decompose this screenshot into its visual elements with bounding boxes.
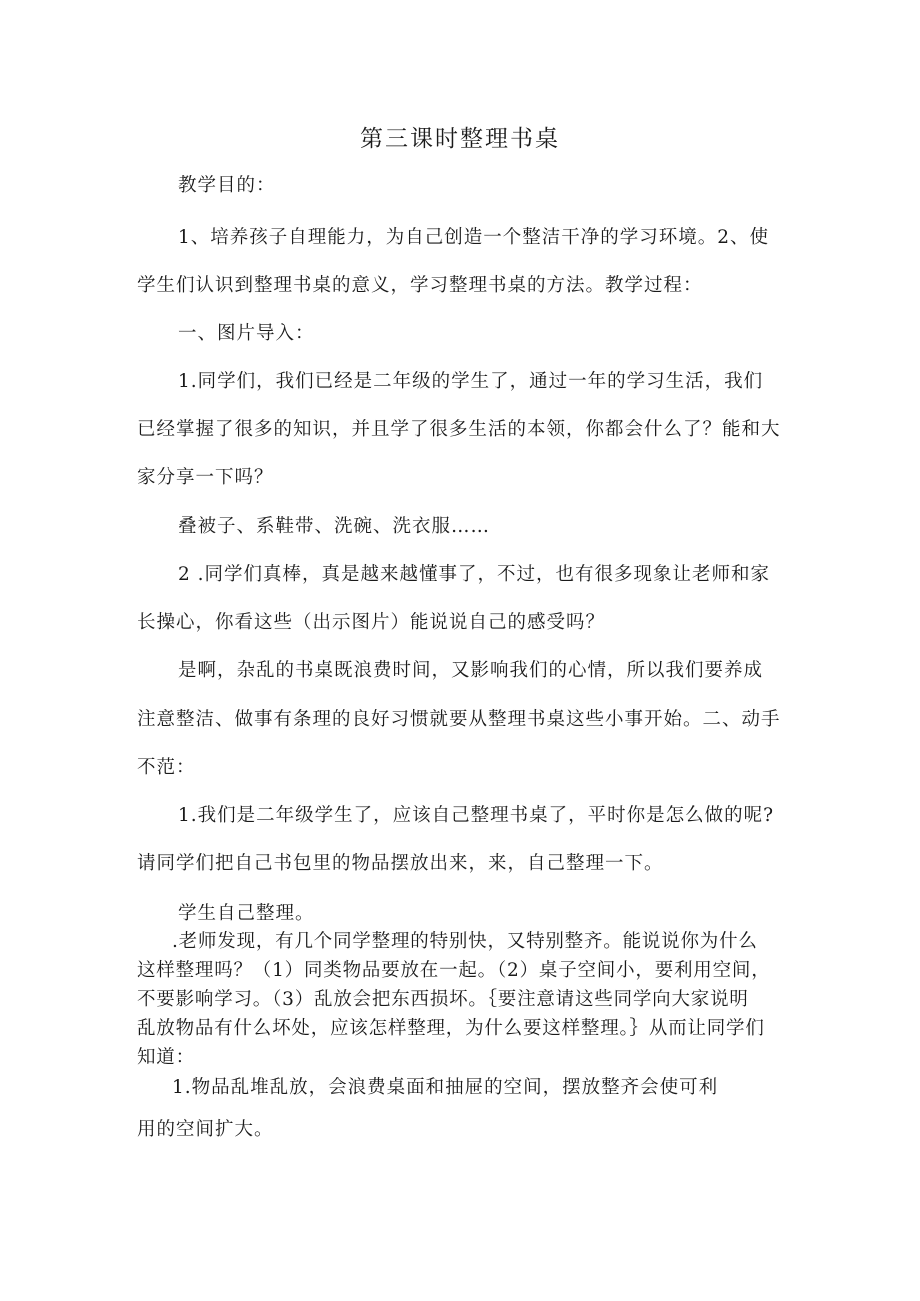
paragraph-line: 请同学们把自己书包里的物品摆放出来，来，自己整理一下。 xyxy=(137,853,664,874)
paragraph-line: 教学目的： xyxy=(178,175,276,196)
document-title: 第三课时整理书桌 xyxy=(360,126,560,152)
paragraph-line: 2 .同学们真棒，真是越来越懂事了，不过，也有很多现象让老师和家 xyxy=(178,564,771,585)
paragraph-line: .老师发现，有几个同学整理的特别快，又特别整齐。能说说你为什么 xyxy=(172,931,758,952)
paragraph-line: 家分享一下吗？ xyxy=(137,467,274,488)
paragraph-line: 知道： xyxy=(137,1047,195,1068)
paragraph-line: 乱放物品有什么坏处，应该怎样整理，为什么要这样整理。｝从而让同学们 xyxy=(137,1018,765,1039)
paragraph-line: 是啊，杂乱的书桌既浪费时间，又影响我们的心情，所以我们要养成 xyxy=(178,660,764,681)
paragraph-line: 一、图片导入： xyxy=(178,323,315,344)
paragraph-line: 这样整理吗？（1）同类物品要放在一起。（2）桌子空间小，要利用空间， xyxy=(137,960,771,981)
paragraph-line: 1、培养孩子自理能力，为自己创造一个整洁干净的学习环境。2、使 xyxy=(178,227,770,248)
paragraph-line: 1.我们是二年级学生了，应该自己整理书桌了，平时你是怎么做的呢? xyxy=(178,805,775,826)
paragraph-line: 1.同学们，我们已经是二年级的学生了，通过一年的学习生活，我们 xyxy=(178,371,764,392)
paragraph-line: 不范： xyxy=(137,757,196,778)
paragraph-line: 1.物品乱堆乱放，会浪费桌面和抽屉的空间，摆放整齐会使可利 xyxy=(172,1077,719,1098)
paragraph-line: 注意整洁、做事有条理的良好习惯就要从整理书桌这些小事开始。二、动手 xyxy=(137,709,781,730)
paragraph-line: 学生们认识到整理书桌的意义，学习整理书桌的方法。教学过程： xyxy=(137,275,703,296)
paragraph-line: 叠被子、系鞋带、洗碗、洗衣服…… xyxy=(178,516,491,537)
paragraph-line: 用的空间扩大。 xyxy=(137,1119,274,1140)
paragraph-line: 不要影响学习。（3）乱放会把东西损坏。｛要注意请这些同学向大家说明 xyxy=(137,989,749,1010)
paragraph-line: 学生自己整理。 xyxy=(178,903,315,924)
paragraph-line: 长操心，你看这些（出示图片）能说说自己的感受吗？ xyxy=(137,612,606,633)
paragraph-line: 已经掌握了很多的知识，并且学了很多生活的本领，你都会什么了？能和大 xyxy=(137,419,781,440)
